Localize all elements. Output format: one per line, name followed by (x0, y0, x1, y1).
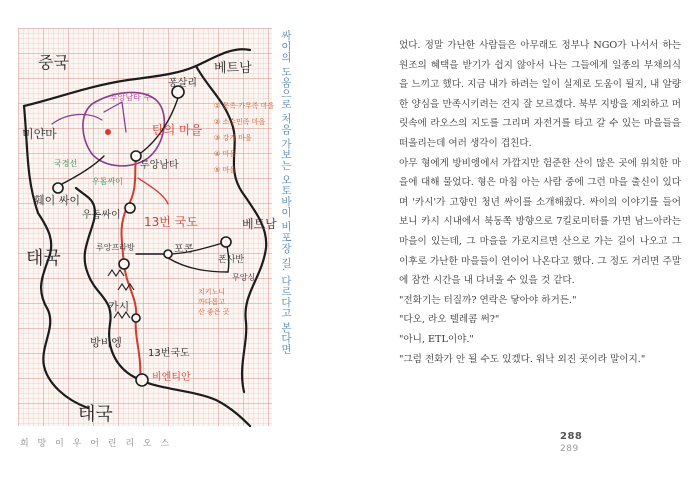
map-note-3: ③ 강가 마을 (214, 134, 252, 142)
map-label-luangprabang: 루앙프라방 (96, 243, 135, 252)
map-label-oudomxay: 우돔싸이 (82, 210, 121, 221)
map-label-muangsing: 무앙싱 (232, 273, 256, 282)
map-label-kasi: 카시 (108, 300, 130, 313)
map-label-village: 탄의 마을 (152, 123, 203, 137)
map-label-myanmar: 미얀마 (22, 127, 57, 141)
map-note-1: ① 몽족·카무족 마을 (214, 102, 275, 110)
map-label-oudomxay-green: 우돔싸이 (92, 177, 123, 186)
dialogue-line: "아니, ETL이야." (399, 333, 474, 345)
city-luangprabang (119, 259, 129, 269)
map-label-phongsali: 퐁살리 (168, 78, 197, 89)
village-marker (105, 129, 111, 135)
map-label-thailand: 태국 (26, 248, 61, 269)
map-small-note-3: 산 좋은 곳 (198, 308, 230, 316)
map-label-phoukhoun: 포콘 (174, 244, 194, 255)
map-label-vientiane: 비엔티안 (152, 372, 191, 383)
city-phonsavan (221, 237, 231, 247)
paragraph: 아무 형에게 방비엥에서 가깝지만 험준한 산이 많은 곳에 위치한 마을에 대해 물었다. 형은 마침 아는 사람 중에 그런 마을 출신이 있다며 '카시'가 고향인 청년 싸이를 소개해줬다. 싸이의 이야기를 들어보니 카시 시내에서 북동쪽 방향으로 7킬로미터를 가면 남느아라는 마을이 있는데, 그 마을을 가로지르면 산으로 가는 길이 나오고 그 이후로 가난한 마을들이 연이어 나온다고 했다. 그 정도 거리면 주말에 잠깐 시간을 내 다녀올 수 있을 것 같다. (399, 157, 681, 287)
map-note-2: ② 소수민족 마을 (214, 118, 266, 126)
dialogue-line: "전화기는 터질까? 연락은 닿아야 하거든." (399, 294, 577, 306)
city-vientiane (136, 374, 148, 386)
map-label-border: 국경선 (54, 159, 78, 168)
paragraph: 었다. 정말 가난한 사람들은 아무래도 정부나 NGO가 나서서 하는 원조의 혜택을 받기가 쉽지 않아서 나는 그들에게 일종의 부채의식을 느끼고 했다. 지금 내가 하려는 일이 실제로 도움이 될지, 내 알량한 양심을 만족시키려는 건지 잘 모르겠다. 북부 지방을 제외하고 머릿속에 라오스의 지도를 그리며 자전거를 타고 갈 수 있는 마을들을 떠올리는데 여러 생각이 겹친다. (399, 40, 681, 149)
map-small-note-1: 치키노니 (198, 288, 226, 296)
map-small-note-2: 까다롭고 (198, 298, 226, 306)
city-kasi (132, 314, 140, 322)
map-label-vietnam-east: 베트남 (242, 217, 277, 231)
map-caption: 싸이의 도움으로 처음 가보는 오토바이 비포장 길. 다르다고 본다면 (280, 30, 292, 355)
map-note-4: ④ 마을 (214, 150, 237, 158)
city-phoukhoun (164, 250, 172, 258)
hand-drawn-map (18, 28, 277, 426)
page-number-block (560, 431, 582, 455)
map-label-route13: 13번 국도 (144, 215, 198, 229)
city-huayxay (53, 183, 63, 193)
map-label-vietnam-north: 베트남 (214, 61, 252, 76)
map-drawing (18, 28, 277, 426)
page-number: 288 (560, 431, 583, 442)
page-number-secondary: 289 (560, 444, 579, 454)
map-label-route13-south: 13번국도 (148, 348, 190, 359)
map-label-province: 루앙남타 주 (110, 93, 152, 102)
dialogue-line: "다오, 라오 텔레콤 써?" (399, 314, 500, 326)
map-label-china: 중국 (38, 53, 69, 72)
running-head-left: 희 망 이 우 어 린 리 오 스 (20, 439, 173, 449)
map-label-luangnamtha: 루앙남타 (140, 160, 179, 171)
map-label-vangvieng: 방비엥 (90, 336, 122, 349)
body-text (399, 36, 681, 369)
dialogue-line: "그럼 전화가 안 될 수도 있겠다. 워낙 외진 곳이라 말이지." (399, 353, 646, 365)
map-label-phonsavan: 폰사반 (218, 255, 245, 265)
map-label-huayxay: 훼이 싸이 (34, 194, 81, 207)
map-note-5: ⑤ 마을 (214, 166, 237, 174)
city-oudomxay (125, 203, 135, 213)
map-label-thailand-south: 태국 (78, 404, 113, 425)
